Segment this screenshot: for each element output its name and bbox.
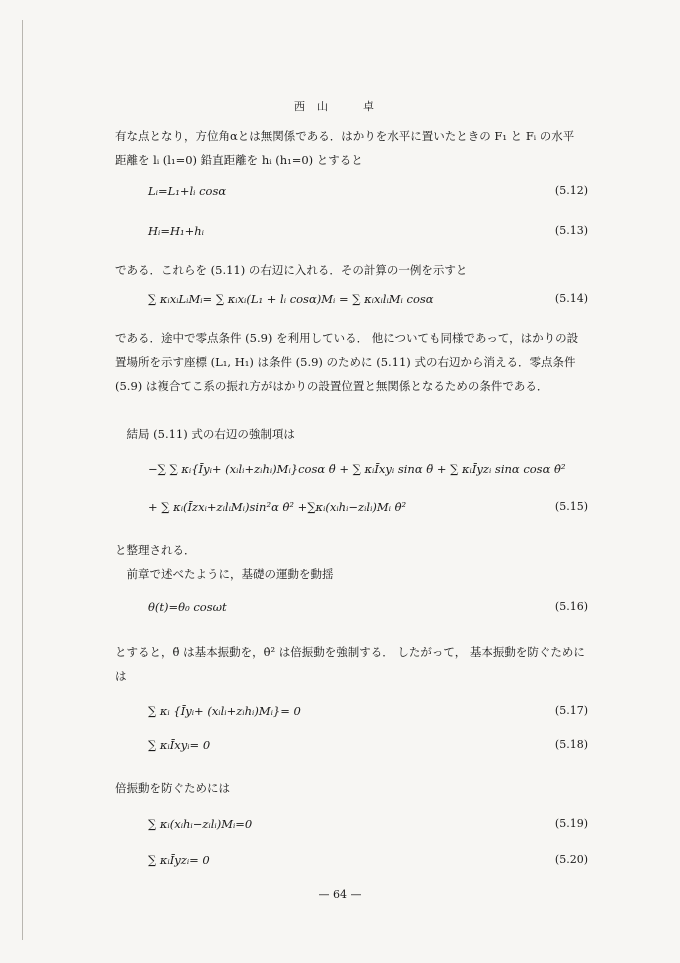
paragraph-2: である．これらを (5.11) の右辺に入れる．その計算の一例を示すと — [115, 263, 468, 277]
equation-expr: Hᵢ=H₁+hᵢ — [148, 224, 204, 238]
equation-5-19 — [148, 817, 588, 837]
equation-expr: θ(t)=θ₀ cosωt — [148, 600, 227, 614]
equation-number: (5.20) — [554, 853, 588, 866]
equation-number: (5.17) — [554, 704, 588, 717]
equation-number: (5.13) — [554, 224, 588, 237]
paragraph-8: 倍振動を防ぐためには — [115, 781, 230, 795]
equation-5-16 — [148, 600, 588, 620]
equation-expr: −∑ ∑ κᵢ{Īyᵢ+ (xᵢlᵢ+zᵢhᵢ)Mᵢ}cosα θ̈ + ∑ κᵢĪxyᵢ sinα θ̈ + ∑ κᵢĪyzᵢ sinα cosα θ̇² — [148, 462, 566, 476]
equation-expr: ∑ κᵢ(xᵢhᵢ−zᵢlᵢ)Mᵢ=0 — [148, 817, 253, 831]
equation-5-14 — [148, 292, 588, 312]
paragraph-1: 有な点となり，方位角αとは無関係である．はかりを水平に置いたときの F₁ と Fᵢ の水平距離を lᵢ (l₁=0) 鉛直距離を hᵢ (h₁=0) とすると — [115, 129, 575, 167]
equation-5-13 — [148, 224, 588, 244]
page-number: — 64 — — [318, 888, 362, 901]
equation-5-18 — [148, 738, 588, 758]
equation-number: (5.14) — [554, 292, 588, 305]
paragraph-3: である．途中で零点条件 (5.9) を利用している． 他についても同様であって，はかりの設置場所を示す座標 (L₁, H₁) は条件 (5.9) のために (5.11) 式の右辺から消える．零点条件 (5.9) は複合てこ系の振れ方がはかりの設置位置と無関係となるための条件である． — [115, 331, 579, 393]
equation-expr: ∑ κᵢ {Īyᵢ+ (xᵢlᵢ+zᵢhᵢ)Mᵢ}= 0 — [148, 704, 301, 718]
equation-number: (5.16) — [554, 600, 588, 613]
equation-expr: ∑ κᵢxᵢLᵢMᵢ= ∑ κᵢxᵢ(L₁ + lᵢ cosα)Mᵢ = ∑ κᵢxᵢlᵢMᵢ cosα — [148, 292, 434, 306]
paragraph-7: とすると，θ̈ は基本振動を，θ̇² は倍振動を強制する． したがって， 基本振動を防ぐためには — [115, 645, 585, 683]
equation-number: (5.18) — [554, 738, 588, 751]
equation-number: (5.15) — [554, 500, 588, 513]
equation-5-12 — [148, 184, 588, 204]
running-header: 西山 卓 — [294, 100, 386, 113]
equation-expr: ∑ κᵢĪyzᵢ= 0 — [148, 853, 210, 867]
equation-number: (5.12) — [554, 184, 588, 197]
paragraph-6: 前章で述べたように，基礎の運動を動揺 — [115, 567, 334, 581]
equation-expr: ∑ κᵢĪxyᵢ= 0 — [148, 738, 211, 752]
equation-expr: + ∑ κᵢ(Īzxᵢ+zᵢlᵢMᵢ)sin²α θ̇² +∑κᵢ(xᵢhᵢ−zᵢlᵢ)Mᵢ θ̇² — [148, 500, 407, 514]
equation-expr: Lᵢ=L₁+lᵢ cosα — [148, 184, 227, 198]
scan-edge-line — [22, 20, 23, 940]
equation-5-15-line2 — [148, 500, 588, 520]
equation-number: (5.19) — [554, 817, 588, 830]
paragraph-5: と整理される． — [115, 543, 196, 557]
paragraph-4: 結局 (5.11) 式の右辺の強制項は — [115, 427, 295, 441]
equation-5-20 — [148, 853, 588, 873]
equation-5-15-line1 — [148, 462, 588, 482]
equation-5-17 — [148, 704, 588, 724]
